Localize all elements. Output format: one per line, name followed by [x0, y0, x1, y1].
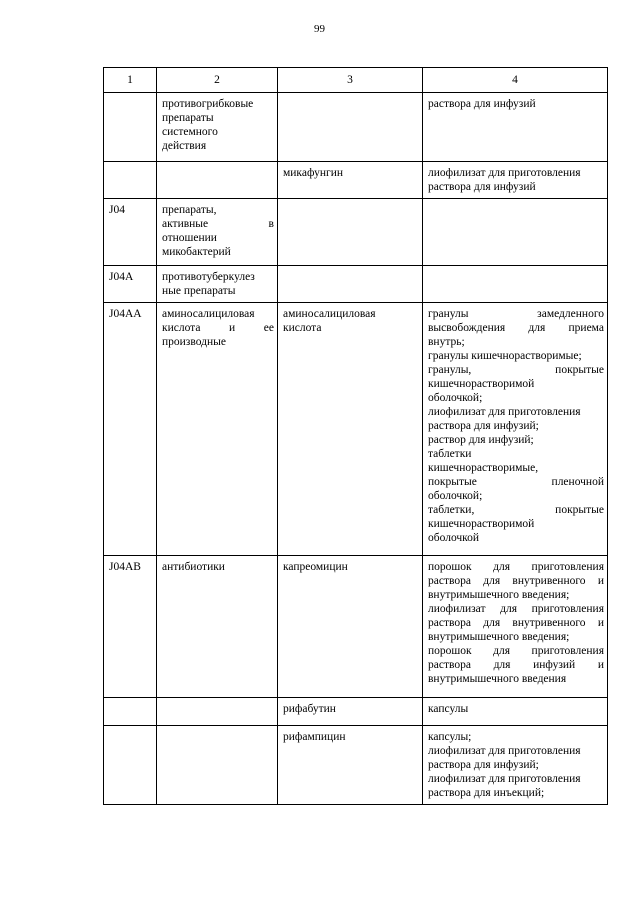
group-cell	[157, 556, 278, 698]
table-row	[104, 556, 608, 698]
cell-line: J04AB	[109, 561, 141, 573]
cell-line: оболочкой;	[428, 490, 483, 502]
header-cell-4: 4	[423, 68, 608, 93]
drug-name-cell-content	[278, 726, 422, 748]
cell-line: препараты	[162, 112, 214, 124]
dosage-form-cell-content	[423, 726, 607, 804]
cell-line: внутримышечного введения;	[428, 631, 570, 643]
drug-name-cell	[278, 266, 423, 303]
cell-line: аминосалициловая	[162, 308, 255, 320]
drug-name-cell-content	[278, 303, 422, 339]
cell-line: противотуберкулез	[162, 271, 255, 283]
group-cell-content	[157, 162, 277, 170]
drug-name-cell-content	[278, 556, 422, 578]
cell-line: лиофилизат для приготовления	[428, 406, 581, 418]
cell-line: микобактерий	[162, 246, 231, 258]
table-row	[104, 303, 608, 556]
cell-line: оболочкой	[428, 532, 480, 544]
drug-name-cell-content	[278, 698, 422, 720]
atc-code-cell-content	[104, 162, 156, 170]
group-cell	[157, 303, 278, 556]
cell-line: покрытые пленочной	[428, 476, 604, 488]
cell-line: порошок для приготовления	[428, 645, 604, 657]
table-row	[104, 726, 608, 805]
table-row	[104, 162, 608, 199]
group-cell-content	[157, 303, 277, 353]
table-row	[104, 698, 608, 726]
cell-line: раствора для инфузий;	[428, 420, 539, 432]
atc-code-cell	[104, 698, 157, 726]
dosage-form-cell	[423, 162, 608, 199]
drug-name-cell-content	[278, 162, 422, 184]
cell-line: J04A	[109, 271, 134, 283]
cell-line: раствора для инъекций;	[428, 787, 545, 799]
group-cell-content	[157, 199, 277, 263]
atc-code-cell-content	[104, 698, 156, 706]
cell-line: лиофилизат для приготовления	[428, 773, 581, 785]
atc-code-cell	[104, 726, 157, 805]
cell-line: лиофилизат для приготовления	[428, 745, 581, 757]
cell-line: оболочкой;	[428, 392, 483, 404]
cell-line: кишечнорастворимые,	[428, 462, 539, 474]
cell-line: активные в	[162, 218, 274, 230]
atc-code-cell-content	[104, 556, 156, 578]
table-body	[104, 68, 608, 805]
cell-line: кислота и ее	[162, 322, 274, 334]
cell-line: раствора для внутривенного и	[428, 575, 604, 587]
cell-line: высвобождения для приема	[428, 322, 604, 334]
dosage-form-cell	[423, 698, 608, 726]
cell-line: гранулы замедленного	[428, 308, 604, 320]
page-number: 99	[314, 23, 325, 35]
cell-line: внутрь;	[428, 336, 465, 348]
cell-line: таблетки	[428, 448, 472, 460]
cell-line: аминосалициловая	[283, 308, 376, 320]
drug-name-cell-content	[278, 199, 422, 207]
cell-line: рифампицин	[283, 731, 346, 743]
cell-line: капсулы;	[428, 731, 472, 743]
cell-line: гранулы кишечнорастворимые;	[428, 350, 582, 362]
table-header-row	[104, 68, 608, 93]
cell-line: препараты,	[162, 204, 217, 216]
cell-line: капреомицин	[283, 561, 348, 573]
group-cell-content	[157, 698, 277, 706]
cell-line: J04	[109, 204, 125, 216]
cell-line: раствора для внутривенного и	[428, 617, 604, 629]
dosage-form-cell-content	[423, 266, 607, 274]
cell-line: J04AA	[109, 308, 142, 320]
cell-line: противогрибковые	[162, 98, 254, 110]
atc-code-cell-content	[104, 199, 156, 221]
cell-line: рифабутин	[283, 703, 336, 715]
atc-code-cell	[104, 266, 157, 303]
group-cell	[157, 726, 278, 805]
dosage-form-cell	[423, 726, 608, 805]
header-cell-3: 3	[278, 68, 423, 93]
drug-name-cell	[278, 199, 423, 266]
dosage-form-cell	[423, 556, 608, 698]
atc-code-cell	[104, 162, 157, 199]
cell-line: раствора для инфузий	[428, 98, 536, 110]
group-cell-content	[157, 726, 277, 734]
drug-name-cell-content	[278, 266, 422, 274]
dosage-form-cell	[423, 266, 608, 303]
group-cell	[157, 698, 278, 726]
cell-line: раствора для инфузий;	[428, 759, 539, 771]
drug-name-cell	[278, 726, 423, 805]
header-cell-2: 2	[157, 68, 278, 93]
cell-line: производные	[162, 336, 226, 348]
header-cell-1: 1	[104, 68, 157, 93]
atc-code-cell-content	[104, 93, 156, 101]
cell-line: раствора для инфузий и	[428, 659, 604, 671]
dosage-form-cell	[423, 303, 608, 556]
cell-line: раствор для инфузий;	[428, 434, 534, 446]
cell-line: кишечнорастворимой	[428, 378, 535, 390]
dosage-form-cell-content	[423, 698, 607, 720]
drug-name-cell	[278, 93, 423, 162]
atc-code-cell	[104, 93, 157, 162]
atc-code-cell	[104, 303, 157, 556]
dosage-form-cell-content	[423, 303, 607, 549]
group-cell	[157, 266, 278, 303]
cell-line: порошок для приготовления	[428, 561, 604, 573]
group-cell	[157, 93, 278, 162]
cell-line: капсулы	[428, 703, 469, 715]
group-cell-content	[157, 266, 277, 302]
table-row	[104, 199, 608, 266]
cell-line: ные препараты	[162, 285, 236, 297]
cell-line: кишечнорастворимой	[428, 518, 535, 530]
cell-line: отношении	[162, 232, 217, 244]
cell-line: кислота	[283, 322, 322, 334]
atc-code-cell	[104, 556, 157, 698]
drug-name-cell	[278, 162, 423, 199]
cell-line: действия	[162, 140, 207, 152]
atc-code-cell-content	[104, 726, 156, 734]
cell-line: антибиотики	[162, 561, 225, 573]
drug-table	[103, 67, 608, 805]
drug-name-cell	[278, 556, 423, 698]
cell-line: раствора для инфузий	[428, 181, 536, 193]
atc-code-cell	[104, 199, 157, 266]
cell-line: внутримышечного введения	[428, 673, 567, 685]
group-cell-content	[157, 556, 277, 578]
cell-line: лиофилизат для приготовления	[428, 603, 604, 615]
cell-line: лиофилизат для приготовления	[428, 167, 581, 179]
table-row	[104, 93, 608, 162]
atc-code-cell-content	[104, 266, 156, 288]
dosage-form-cell-content	[423, 93, 607, 115]
dosage-form-cell	[423, 93, 608, 162]
group-cell-content	[157, 93, 277, 157]
cell-line: внутримышечного введения;	[428, 589, 570, 601]
cell-line: микафунгин	[283, 167, 344, 179]
drug-name-cell	[278, 303, 423, 556]
atc-code-cell-content	[104, 303, 156, 325]
cell-line: гранулы, покрытые	[428, 364, 604, 376]
group-cell	[157, 162, 278, 199]
dosage-form-cell-content	[423, 199, 607, 207]
cell-line: таблетки, покрытые	[428, 504, 604, 516]
drug-name-cell	[278, 698, 423, 726]
dosage-form-cell-content	[423, 556, 607, 690]
group-cell	[157, 199, 278, 266]
dosage-form-cell-content	[423, 162, 607, 198]
cell-line: системного	[162, 126, 218, 138]
dosage-form-cell	[423, 199, 608, 266]
table-row	[104, 266, 608, 303]
drug-name-cell-content	[278, 93, 422, 101]
